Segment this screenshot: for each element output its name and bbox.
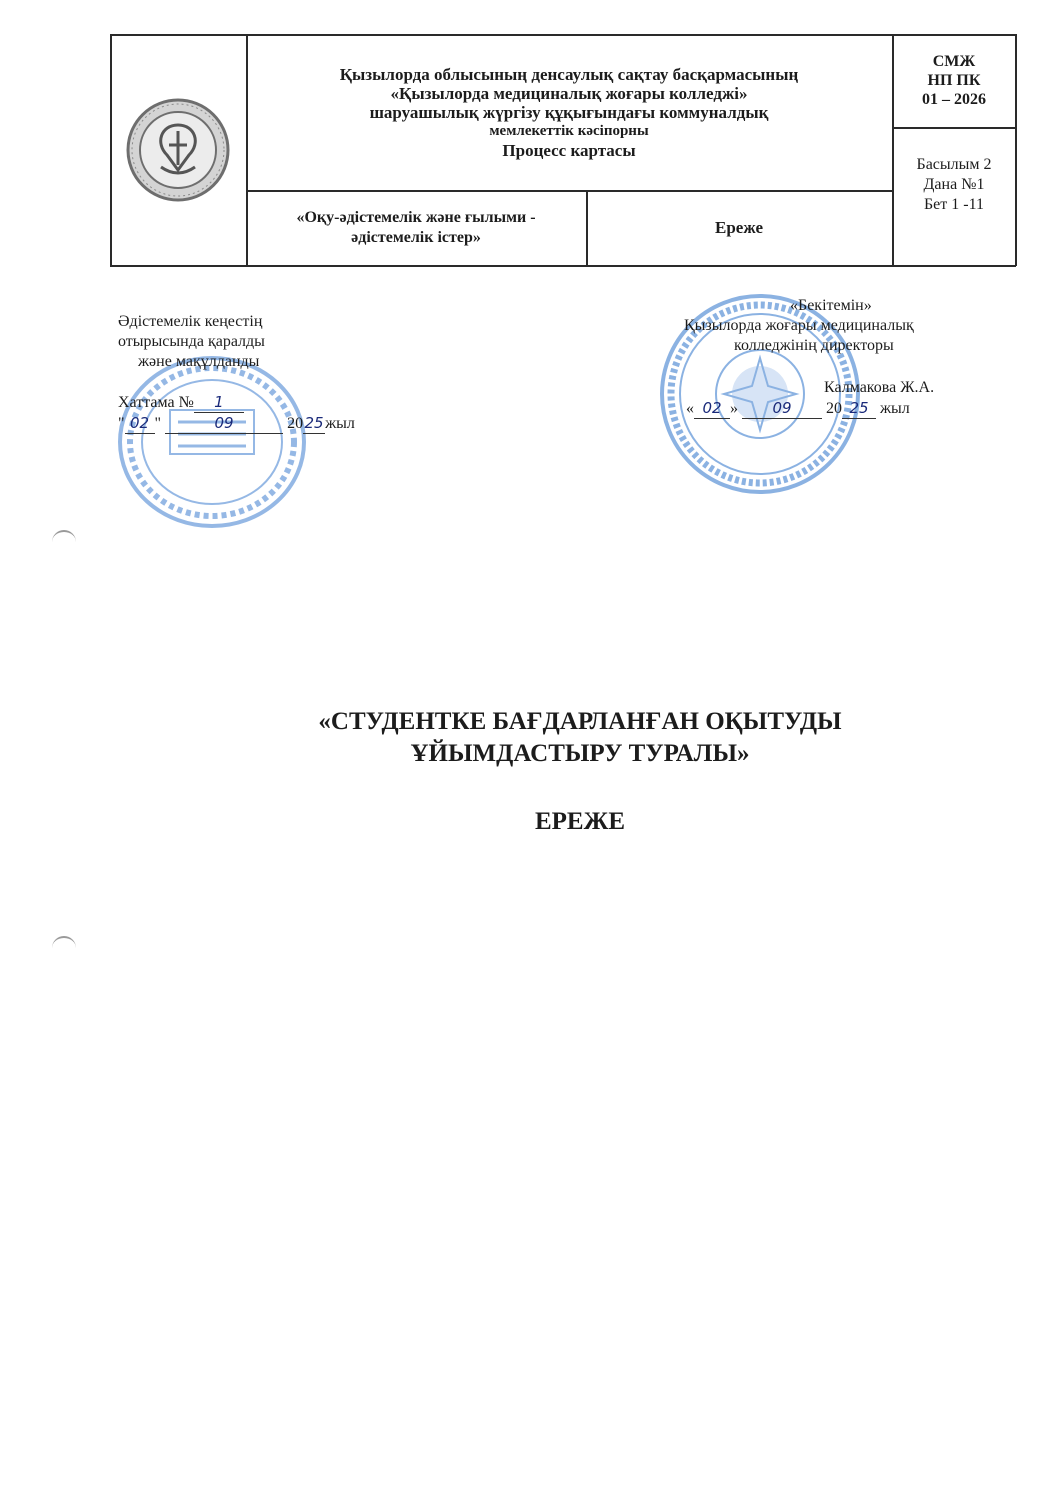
director-title-line-1: Қызылорда жоғары медициналық — [684, 317, 914, 334]
section-line-1: «Оқу-әдістемелік және ғылыми - — [296, 209, 536, 226]
edition-info — [892, 127, 1016, 266]
director-title-line-2: колледжінің директоры — [734, 337, 894, 354]
quote-open: " — [118, 415, 125, 432]
quote-close: " — [154, 415, 162, 432]
protocol-year: 25 — [304, 414, 324, 432]
protocol-label: Хаттама № — [118, 394, 194, 411]
process-card-header — [110, 34, 1016, 266]
approval-year: 25 — [842, 398, 876, 419]
punch-hole-mark — [52, 530, 76, 546]
approve-heading: «Бекітемін» — [790, 297, 872, 314]
year-word: жыл — [325, 415, 355, 432]
protocol-day: 02 — [125, 413, 155, 434]
quote-open: « — [686, 400, 694, 417]
edition-line: Басылым 2 — [916, 156, 992, 173]
code-line-1: СМЖ — [932, 53, 976, 70]
title-line-2: ҰЙЫМДАСТЫРУ ТУРАЛЫ» — [410, 740, 750, 767]
doc-type-label: Ереже — [715, 218, 763, 237]
director-approval — [684, 296, 990, 419]
college-logo-cell — [110, 34, 246, 266]
org-line-3: шаруашылық жүргізу құқығындағы коммуналдық — [369, 102, 769, 122]
director-signature-row — [690, 378, 990, 398]
document-code — [892, 34, 1016, 127]
org-line-4: мемлекеттік кәсіпорны — [489, 122, 649, 139]
quote-close: » — [730, 400, 738, 417]
protocol-month: 09 — [165, 413, 283, 434]
punch-hole-mark — [52, 936, 76, 952]
section-line-2: әдістемелік істер» — [351, 229, 481, 246]
council-line-1: Әдістемелік кеңестің — [118, 313, 263, 330]
document-title — [180, 706, 980, 770]
org-line-1: Қызылорда облысының денсаулық сақтау басқармасының — [339, 64, 799, 84]
methodical-council-approval — [118, 312, 418, 434]
org-line-2: «Қызылорда медициналық жоғары колледжі» — [390, 83, 748, 103]
director-name: Калмакова Ж.А. — [824, 379, 935, 396]
college-logo-icon — [123, 95, 233, 205]
approval-month: 09 — [742, 398, 822, 419]
council-line-2: отырысында қаралды — [118, 333, 265, 350]
org-line-5: Процесс картасы — [502, 140, 636, 160]
document-subtitle: ЕРЕЖЕ — [534, 808, 625, 835]
protocol-number: 1 — [194, 392, 244, 413]
council-line-3: және мақұлданды — [138, 353, 260, 370]
year-word: жыл — [880, 400, 910, 417]
protocol-number-row — [118, 392, 418, 413]
section-name — [246, 190, 586, 266]
protocol-date-row — [118, 413, 418, 434]
document-type — [586, 190, 892, 266]
approval-day: 02 — [694, 398, 730, 419]
page-line: Бет 1 -11 — [923, 196, 984, 213]
organization-name — [246, 34, 892, 190]
code-line-3: 01 – 2026 — [922, 91, 986, 108]
year-prefix: 20 — [287, 415, 304, 432]
approval-date-row — [686, 398, 990, 419]
code-line-2: НП ПК — [927, 72, 981, 89]
year-prefix: 20 — [826, 400, 842, 417]
copy-line: Дана №1 — [923, 176, 985, 193]
title-line-1: «СТУДЕНТКЕ БАҒДАРЛАНҒАН ОҚЫТУДЫ — [318, 708, 842, 735]
